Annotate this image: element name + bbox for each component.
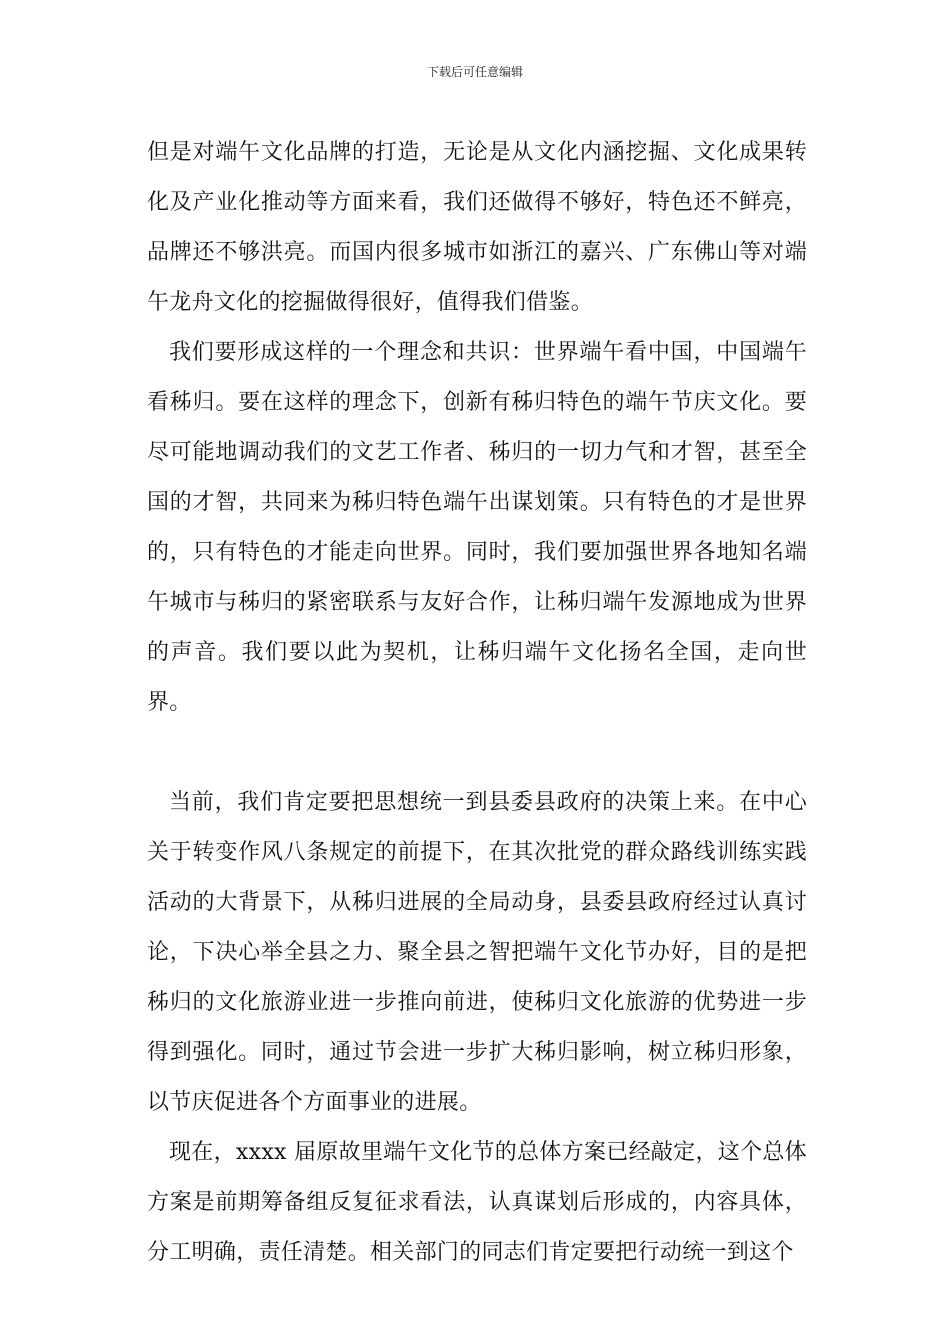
document-body: [147, 128, 807, 1278]
paragraph-gap: [147, 728, 807, 778]
paragraph-brand-building: 但是对端午文化品牌的打造，无论是从文化内涵挖掘、文化成果转化及产业化推动等方面来看，我们还做得不够好，特色还不鲜亮，品牌还不够洪亮。而国内很多城市如浙江的嘉兴、广东佛山等对端午龙舟文化的挖掘做得很好，值得我们借鉴。: [147, 140, 807, 315]
paragraph-overall-plan: 现在，xxxx 届原故里端午文化节的总体方案已经敲定，这个总体方案是前期筹备组反复征求看法，认真谋划后形成的，内容具体，分工明确，责任清楚。相关部门的同志们肯定要把行动统一到这个: [147, 1140, 807, 1265]
page-header-note: 下载后可任意编辑: [426, 65, 523, 79]
paragraph-unify-thinking: 当前，我们肯定要把思想统一到县委县政府的决策上来。在中心关于转变作风八条规定的前提下，在其次批党的群众路线训练实践活动的大背景下，从秭归进展的全局动身，县委县政府经过认真讨论，下决心举全县之力、聚全县之智把端午文化节办好，目的是把秭归的文化旅游业进一步推向前进，使秭归文化旅游的优势进一步得到强化。同时，通过节会进一步扩大秭归影响，树立秭归形象，以节庆促进各个方面事业的进展。: [147, 790, 807, 1115]
paragraph-world-dragon-boat: 我们要形成这样的一个理念和共识：世界端午看中国，中国端午看秭归。要在这样的理念下，创新有秭归特色的端午节庆文化。要尽可能地调动我们的文艺工作者、秭归的一切力气和才智，甚至全国的才智，共同来为秭归特色端午出谋划策。只有特色的才是世界的，只有特色的才能走向世界。同时，我们要加强世界各地知名端午城市与秭归的紧密联系与友好合作，让秭归端午发源地成为世界的声音。我们要以此为契机，让秭归端午文化扬名全国，走向世界。: [147, 340, 807, 715]
